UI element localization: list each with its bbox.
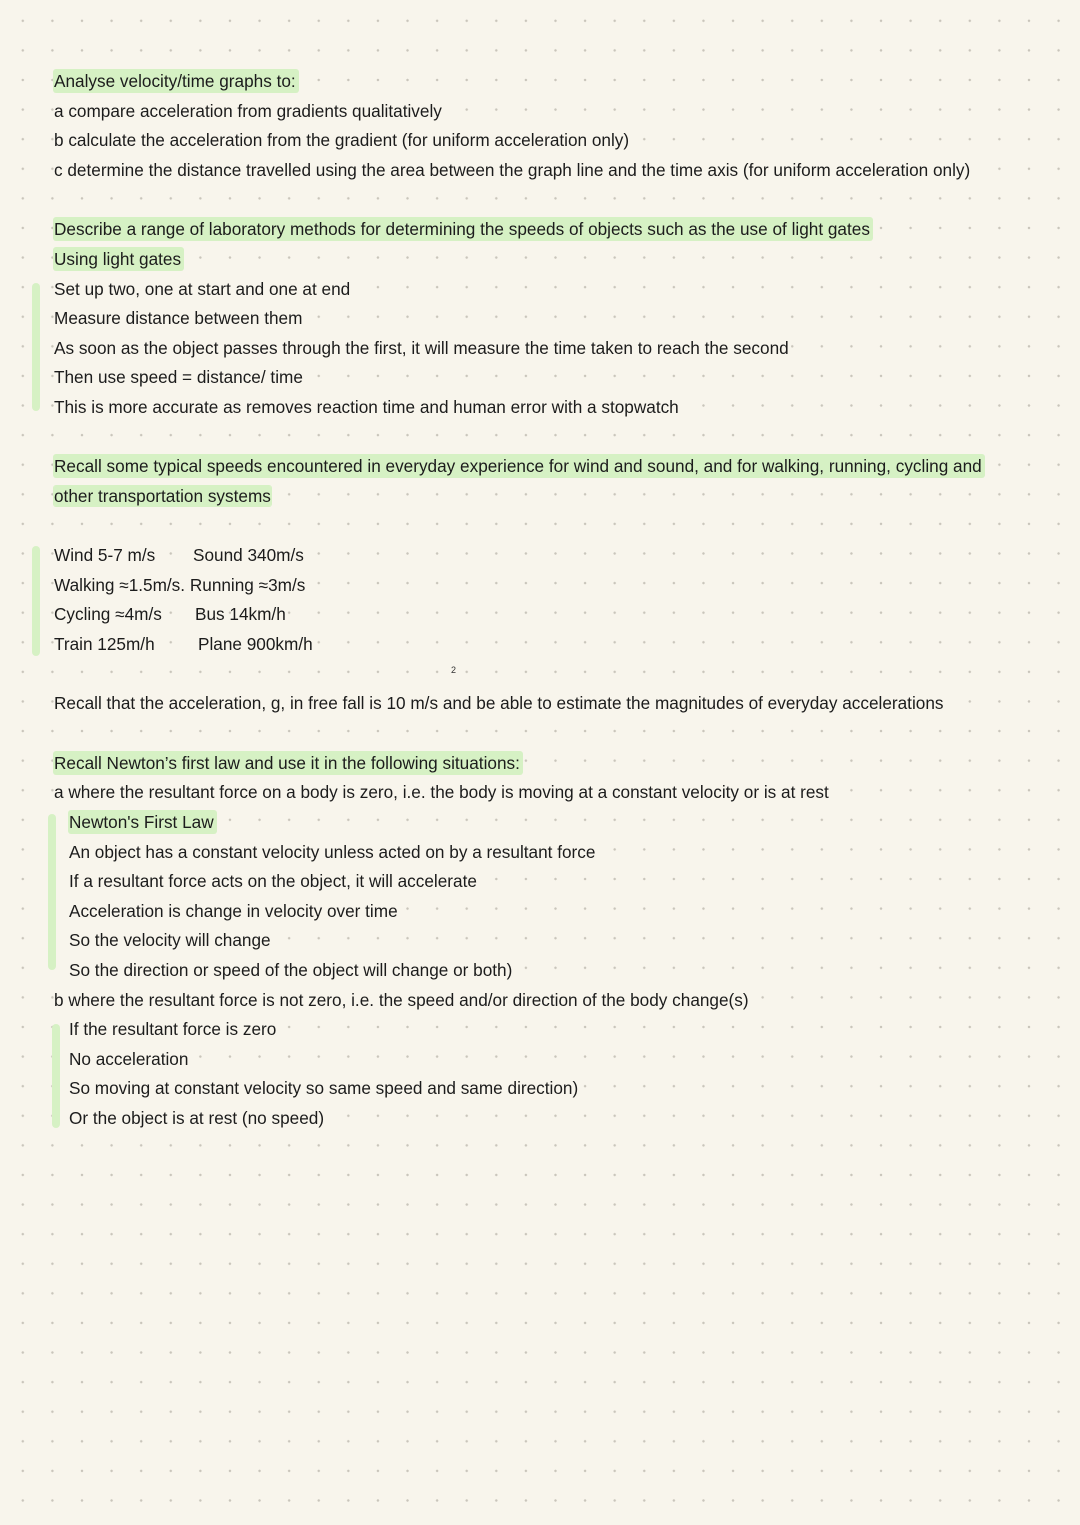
highlight-bar: [48, 814, 56, 970]
analyse-heading: Analyse velocity/time graphs to:: [54, 71, 296, 91]
highlight-bar: [32, 546, 40, 656]
newton-note: So the direction or speed of the object will change or both): [69, 960, 513, 980]
squared-superscript: 2: [451, 665, 457, 675]
newton-heading: Recall Newton’s first law and use it in the following situations:: [54, 753, 520, 773]
speed-cycling: Cycling ≈4m/s: [54, 604, 162, 624]
speed-row: [54, 633, 313, 655]
lab-methods-heading: Describe a range of laboratory methods for determining the speeds of objects such as the use of light gates: [54, 219, 870, 239]
highlight-bar: [32, 283, 40, 411]
lab-step: Measure distance between them: [54, 308, 303, 328]
newton-note: Acceleration is change in velocity over time: [69, 901, 398, 921]
free-fall-text: Recall that the acceleration, g, in free fall is 10 m/s and be able to estimate the magnitudes of everyday accelerations: [54, 693, 944, 713]
newton-note: So the velocity will change: [69, 930, 271, 950]
newton-note: An object has a constant velocity unless acted on by a resultant force: [69, 842, 596, 862]
lab-step: Set up two, one at start and one at end: [54, 279, 351, 299]
typical-speeds-heading-line2: [54, 485, 273, 507]
speed-row: [54, 544, 304, 566]
typical-speeds-heading-line1: Recall some typical speeds encountered in everyday experience for wind and sound, and for walking, running, cycling and: [54, 456, 982, 476]
lab-step: This is more accurate as removes reaction time and human error with a stopwatch: [54, 397, 679, 417]
typical-speeds-heading-line2-text: other transportation systems: [54, 486, 271, 506]
analyse-item-a: a compare acceleration from gradients qualitatively: [54, 101, 442, 121]
lab-step: As soon as the object passes through the first, it will measure the time taken to reach the second: [54, 338, 789, 358]
newton-note: No acceleration: [69, 1049, 189, 1069]
newton-part-b: b where the resultant force is not zero, i.e. the speed and/or direction of the body change(s): [54, 990, 749, 1010]
speed-row: [54, 574, 307, 596]
newton-note: So moving at constant velocity so same speed and same direction): [69, 1078, 579, 1098]
speed-sound: Sound 340m/s: [193, 545, 304, 565]
speed-wind: Wind 5-7 m/s: [54, 545, 156, 565]
newton-part-a: a where the resultant force on a body is zero, i.e. the body is moving at a constant velocity or is at rest: [54, 782, 829, 802]
newton-note: If the resultant force is zero: [69, 1019, 277, 1039]
newton-note: Or the object is at rest (no speed): [69, 1108, 325, 1128]
speed-bus: Bus 14km/h: [195, 604, 286, 624]
speed-plane: Plane 900km/h: [198, 634, 313, 654]
speed-running: Running ≈3m/s: [189, 575, 306, 595]
lab-step: Then use speed = distance/ time: [54, 367, 303, 387]
analyse-item-c: c determine the distance travelled using the area between the graph line and the time axis (for uniform acceleration only): [54, 160, 971, 180]
newton-first-law-title: Newton's First Law: [69, 812, 214, 832]
speed-train: Train 125m/h: [54, 634, 155, 654]
speed-row: [54, 603, 286, 625]
highlight-bar: [52, 1024, 60, 1128]
analyse-item-b: b calculate the acceleration from the gradient (for uniform acceleration only): [54, 130, 630, 150]
newton-note: If a resultant force acts on the object, it will accelerate: [69, 871, 477, 891]
light-gates-subheading: Using light gates: [54, 249, 182, 269]
speed-walking: Walking ≈1.5m/s.: [54, 575, 186, 595]
